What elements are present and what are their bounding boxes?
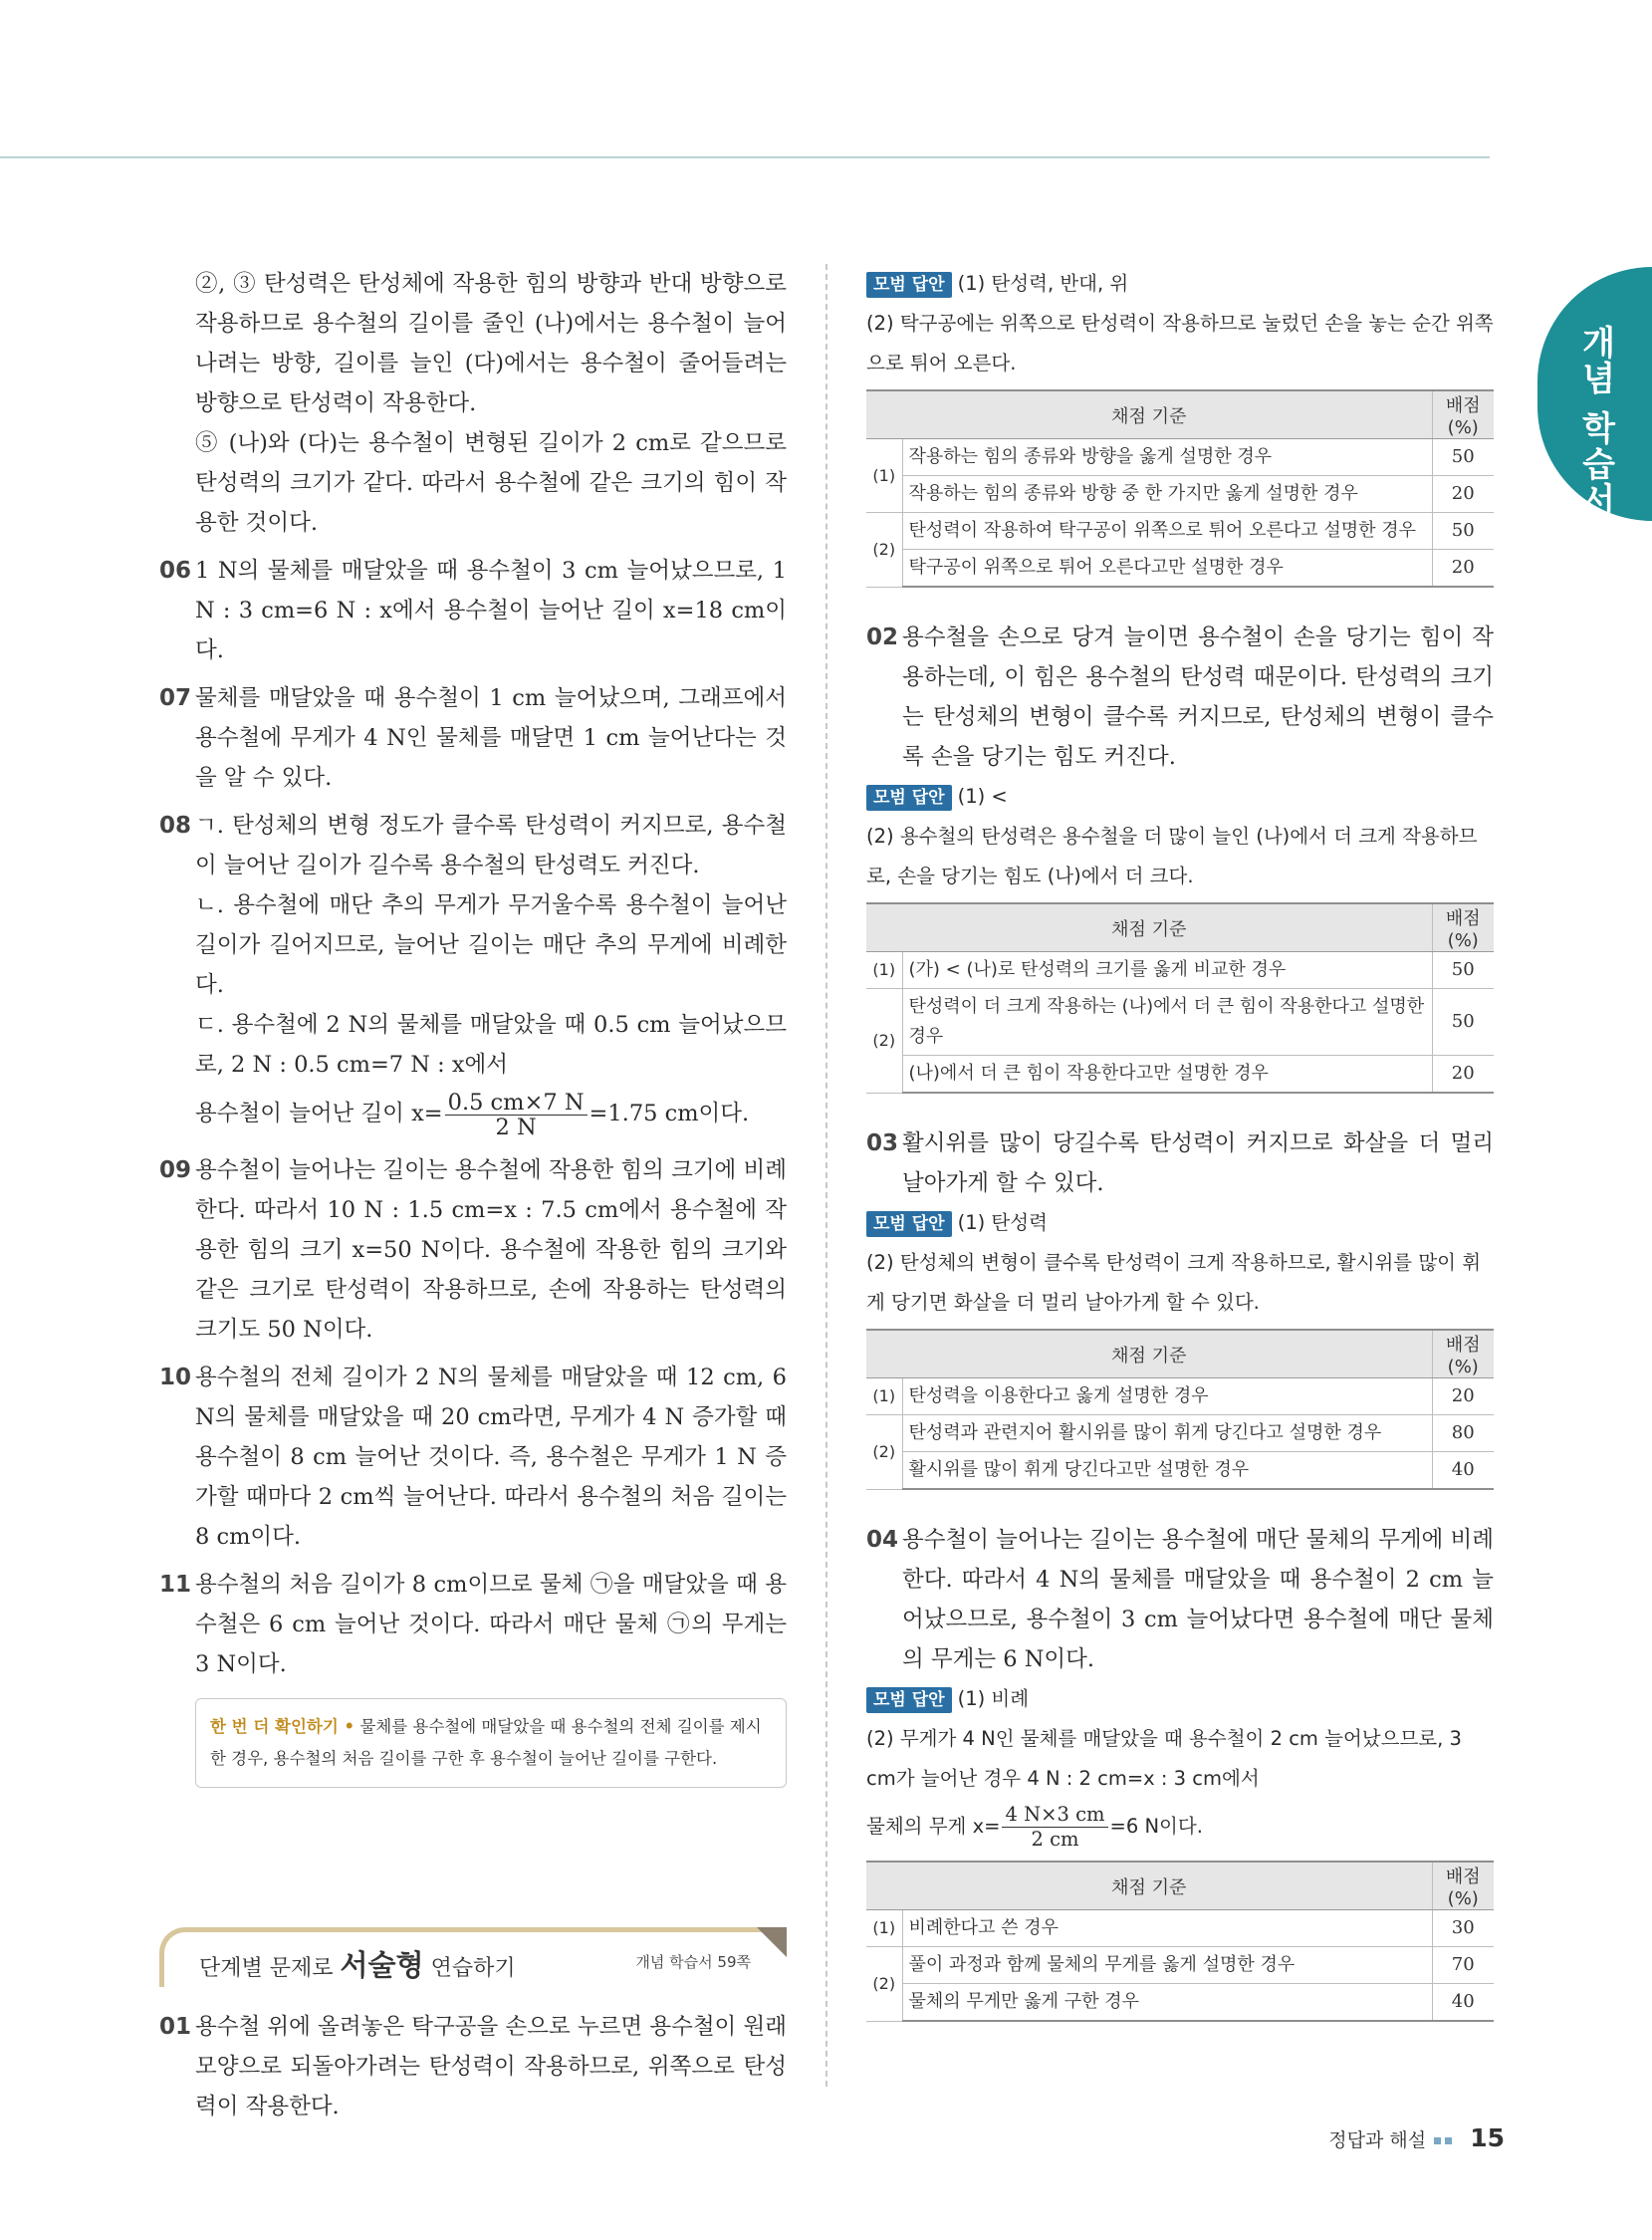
footer-marker [1445, 2137, 1452, 2144]
essay-04 [866, 1520, 1494, 1679]
table-row [866, 1415, 1494, 1452]
part-label: (1) [866, 1910, 902, 1947]
explanation-5: ⑤ (나)와 (다)는 용수철이 변형된 길이가 2 cm로 같으므로 탄성력의 크기가 같다. 따라서 용수철에 같은 크기의 힘이 작용한 것이다. [195, 430, 787, 536]
criteria-cell: 탄성력을 이용한다고 옳게 설명한 경우 [902, 1378, 1432, 1415]
criteria-cell: 작용하는 힘의 종류와 방향을 옳게 설명한 경우 [902, 439, 1432, 476]
model-answer-1: (1) 탄성력 [957, 1211, 1048, 1234]
model-answer-line [866, 264, 1494, 304]
table-row [866, 952, 1494, 989]
answer-text: 용수철의 전체 길이가 2 N의 물체를 매달았을 때 12 cm, 6 N의 물체를 매달았을 때 20 cm라면, 무게가 4 N 증가할 때 용수철이 8 cm 늘어난 것이다. 즉, 용수철은 무게가 1 N 증가할 때마다 2 cm씩 늘어난다. 따라서 용수철의 처음 길이는 8 cm이다. [195, 1365, 787, 1550]
part-label: (1) [866, 1378, 902, 1415]
model-answer-2: (2) 탁구공에는 위쪽으로 탄성력이 작용하므로 눌렀던 손을 놓는 순간 위쪽으로 튀어 오른다. [866, 312, 1494, 374]
item-number: 07 [159, 685, 192, 711]
part-label: (2) [866, 513, 902, 588]
points-cell: 70 [1432, 1947, 1494, 1984]
criteria-cell: 탄성력과 관련지어 활시위를 많이 휘게 당긴다고 설명한 경우 [902, 1415, 1432, 1452]
recheck-label: 한 번 더 확인하기 • [210, 1717, 355, 1736]
header-points: 배점(%) [1432, 903, 1494, 952]
model-answer-line [866, 1679, 1494, 1719]
essay-02 [866, 618, 1494, 777]
column-divider [826, 264, 827, 2087]
answer-text-c: ㄷ. 용수철에 2 N의 물체를 매달았을 때 0.5 cm 늘어났으므로, 2 N : 0.5 cm=7 N : x에서 [195, 1012, 787, 1078]
points-cell: 40 [1432, 1452, 1494, 1490]
answer-text: 활시위를 많이 당길수록 탄성력이 커지므로 화살을 더 멀리 날아가게 할 수 있다. [902, 1130, 1494, 1196]
points-cell: 50 [1432, 989, 1494, 1056]
section-title-post: 연습하기 [430, 1956, 516, 1981]
answer-text: 용수철이 늘어나는 길이는 용수철에 작용한 힘의 크기에 비례한다. 따라서 10 N : 1.5 cm=x : 7.5 cm에서 용수철에 작용한 힘의 크기 x=50 N이다. 용수철에 작용한 힘의 크기와 같은 크기로 탄성력이 작용하므로, 손에 작용하는 탄성력의 크기도 50 N이다. [195, 1157, 787, 1343]
points-cell: 20 [1432, 476, 1494, 513]
section-corner [757, 1927, 787, 1957]
table-row [866, 550, 1494, 588]
table-row [866, 513, 1494, 550]
part-label: (1) [866, 952, 902, 989]
answer-text: 용수철을 손으로 당겨 늘이면 용수철이 손을 당기는 힘이 작용하는데, 이 힘은 용수철의 탄성력 때문이다. 탄성력의 크기는 탄성체의 변형이 클수록 커지므로, 탄성체의 변형이 클수록 손을 당기는 힘도 커진다. [902, 624, 1494, 770]
equation-result: =6 N이다. [1109, 1815, 1203, 1838]
points-cell: 20 [1432, 1378, 1494, 1415]
answer-text: 용수철의 처음 길이가 8 cm이므로 물체 ㉠을 매달았을 때 용수철은 6 cm 늘어난 것이다. 따라서 매단 물체 ㉠의 무게는 3 N이다. [195, 1572, 787, 1677]
table-row [866, 1984, 1494, 2022]
points-cell: 80 [1432, 1415, 1494, 1452]
essay-03 [866, 1123, 1494, 1203]
item-number: 11 [159, 1572, 192, 1598]
part-label: (2) [866, 1947, 902, 2022]
item-number: 10 [159, 1365, 192, 1390]
part-label: (2) [866, 1415, 902, 1490]
answer-06 [159, 551, 787, 670]
answer-text: 1 N의 물체를 매달았을 때 용수철이 3 cm 늘어났으므로, 1 N : 3 cm=6 N : x에서 용수철이 늘어난 길이 x=18 cm이다. [195, 558, 787, 663]
points-cell: 50 [1432, 513, 1494, 550]
table-row [866, 989, 1494, 1056]
criteria-cell: 활시위를 많이 휘게 당긴다고만 설명한 경우 [902, 1452, 1432, 1490]
table-row [866, 1947, 1494, 1984]
equation-result: =1.75 cm이다. [589, 1101, 750, 1126]
scoring-table-04 [866, 1861, 1494, 2022]
page-number: 15 [1470, 2123, 1505, 2152]
equation [195, 1085, 787, 1142]
item-number: 09 [159, 1157, 192, 1183]
answer-08 [159, 806, 787, 1142]
answer-text-b: ㄴ. 용수철에 매단 추의 무게가 무거울수록 용수철이 늘어난 길이가 길어지므로, 늘어난 길이는 매단 추의 무게에 비례한다. [195, 892, 787, 998]
equation-prefix: 용수철이 늘어난 길이 x= [195, 1101, 443, 1126]
answer-text: 물체를 매달았을 때 용수철이 1 cm 늘어났으며, 그래프에서 용수철에 무게가 4 N인 물체를 매달면 1 cm 늘어난다는 것을 알 수 있다. [195, 685, 787, 791]
top-rule [0, 156, 1490, 158]
essay-01-model [866, 264, 1494, 588]
criteria-cell: 물체의 무게만 옳게 구한 경우 [902, 1984, 1432, 2022]
table-row [866, 1452, 1494, 1490]
page-footer [1328, 2123, 1505, 2152]
header-criteria: 채점 기준 [866, 390, 1432, 439]
section-reference: 개념 학습서 59쪽 [635, 1953, 751, 1971]
model-answer-2: (2) 용수철의 탄성력은 용수철을 더 많이 늘인 (나)에서 더 크게 작용하므로, 손을 당기는 힘도 (나)에서 더 크다. [866, 825, 1478, 887]
right-column [866, 264, 1494, 2026]
part-label: (2) [866, 989, 902, 1094]
header-criteria: 채점 기준 [866, 1330, 1432, 1378]
left-column [159, 264, 787, 2126]
fraction-numerator: 0.5 cm×7 N [445, 1091, 588, 1116]
fraction [445, 1091, 588, 1139]
header-points: 배점(%) [1432, 390, 1494, 439]
item-number: 04 [866, 1527, 899, 1553]
header-criteria: 채점 기준 [866, 903, 1432, 952]
model-answer-1: (1) 탄성력, 반대, 위 [957, 272, 1129, 295]
model-answer-2: (2) 무게가 4 N인 물체를 매달았을 때 용수철이 2 cm 늘어났으므로, 3 cm가 늘어난 경우 4 N : 2 cm=x : 3 cm에서 [866, 1727, 1462, 1790]
answer-09 [159, 1150, 787, 1350]
equation-prefix: 물체의 무게 x= [866, 1815, 1001, 1838]
section-title-pre: 단계별 문제로 [199, 1956, 334, 1981]
criteria-cell: 탁구공이 위쪽으로 튀어 오른다고만 설명한 경우 [902, 550, 1432, 588]
model-answer-badge: 모범 답안 [866, 1687, 952, 1713]
criteria-cell: 풀이 과정과 함께 물체의 무게를 옳게 설명한 경우 [902, 1947, 1432, 1984]
table-row [866, 1378, 1494, 1415]
header-criteria: 채점 기준 [866, 1862, 1432, 1910]
model-answer-badge: 모범 답안 [866, 1211, 952, 1237]
model-answer-badge: 모범 답안 [866, 785, 952, 811]
model-answer-2: (2) 탄성체의 변형이 클수록 탄성력이 크게 작용하므로, 활시위를 많이 휘게 당기면 화살을 더 멀리 날아가게 할 수 있다. [866, 1251, 1482, 1314]
section-title-bold: 서술형 [340, 1948, 424, 1982]
table-row [866, 439, 1494, 476]
footer-marker [1434, 2137, 1441, 2144]
points-cell: 20 [1432, 1056, 1494, 1094]
side-tab-label: 개념 학습서 [1575, 325, 1615, 518]
model-answer-1: (1) 비례 [957, 1687, 1030, 1710]
explanation-23: ②, ③ 탄성력은 탄성체에 작용한 힘의 방향과 반대 방향으로 작용하므로 용수철의 길이를 줄인 (나)에서는 용수철이 늘어나려는 방향, 길이를 늘인 (다)에서는 용수철이 줄어들려는 방향으로 탄성력이 작용한다. [195, 271, 787, 416]
answer-07 [159, 678, 787, 798]
header-points: 배점(%) [1432, 1862, 1494, 1910]
answer-text: 용수철이 늘어나는 길이는 용수철에 매단 물체의 무게에 비례한다. 따라서 4 N의 물체를 매달았을 때 용수철이 2 cm 늘어났으므로, 용수철이 3 cm 늘어났다면 용수철에 매단 물체의 무게는 6 N이다. [902, 1527, 1494, 1672]
item-number: 06 [159, 558, 192, 584]
fraction-denominator: 2 cm [1031, 1828, 1079, 1851]
recheck-text: 물체를 용수철에 매달았을 때 용수철의 전체 길이를 제시한 경우, 용수철의 처음 길이를 구한 후 용수철이 늘어난 길이를 구한다. [210, 1717, 762, 1768]
footer-label: 정답과 해설 [1328, 2129, 1427, 2151]
item-number: 03 [866, 1130, 899, 1156]
recheck-box [195, 1698, 787, 1788]
criteria-cell: 탄성력이 작용하여 탁구공이 위쪽으로 튀어 오른다고 설명한 경우 [902, 513, 1432, 550]
table-row [866, 1056, 1494, 1094]
essay-01 [159, 2007, 787, 2126]
side-tab[interactable] [1537, 267, 1652, 521]
fraction-denominator: 2 N [495, 1114, 537, 1140]
scoring-table-02 [866, 902, 1494, 1094]
item-number: 01 [159, 2014, 192, 2040]
table-row [866, 476, 1494, 513]
answer-11 [159, 1565, 787, 1684]
answer-text-a: ㄱ. 탄성체의 변형 정도가 클수록 탄성력이 커지므로, 용수철이 늘어난 길이가 길수록 용수철의 탄성력도 커진다. [195, 813, 787, 878]
item-number: 02 [866, 624, 899, 650]
points-cell: 20 [1432, 550, 1494, 588]
header-points: 배점(%) [1432, 1330, 1494, 1378]
points-cell: 40 [1432, 1984, 1494, 2022]
answer-text: 용수철 위에 올려놓은 탁구공을 손으로 누르면 용수철이 원래 모양으로 되돌아가려는 탄성력이 작용하므로, 위쪽으로 탄성력이 작용한다. [195, 2014, 787, 2119]
criteria-cell: 비례한다고 쓴 경우 [902, 1910, 1432, 1947]
table-row [866, 1910, 1494, 1947]
criteria-cell: 작용하는 힘의 종류와 방향 중 한 가지만 옳게 설명한 경우 [902, 476, 1432, 513]
item-number: 08 [159, 813, 192, 839]
fraction-numerator: 4 N×3 cm [1002, 1803, 1107, 1828]
part-label: (1) [866, 439, 902, 513]
criteria-cell: (가) < (나)로 탄성력의 크기를 옳게 비교한 경우 [902, 952, 1432, 989]
section-title [199, 1943, 516, 1984]
scoring-table-03 [866, 1329, 1494, 1490]
equation [866, 1799, 1494, 1855]
criteria-cell: 탄성력이 더 크게 작용하는 (나)에서 더 큰 힘이 작용한다고 설명한 경우 [902, 989, 1432, 1056]
model-answer-line [866, 777, 1494, 817]
section-header [159, 1927, 787, 1987]
criteria-cell: (나)에서 더 큰 힘이 작용한다고만 설명한 경우 [902, 1056, 1432, 1094]
model-answer-line [866, 1203, 1494, 1243]
points-cell: 30 [1432, 1910, 1494, 1947]
fraction [1002, 1803, 1107, 1852]
model-answer-badge: 모범 답안 [866, 272, 952, 298]
model-answer-1: (1) < [957, 785, 1008, 808]
points-cell: 50 [1432, 439, 1494, 476]
scoring-table-01 [866, 389, 1494, 588]
points-cell: 50 [1432, 952, 1494, 989]
answer-10 [159, 1358, 787, 1557]
